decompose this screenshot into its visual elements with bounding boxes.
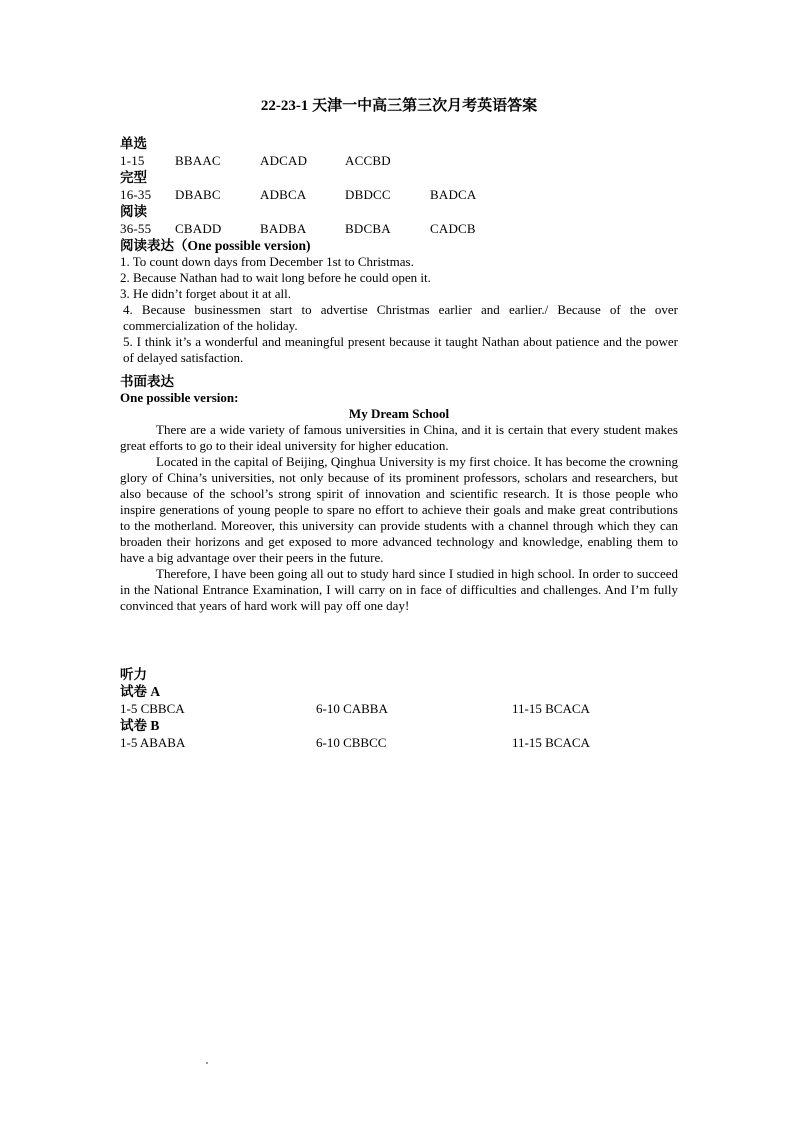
page-artifact-dot — [206, 1062, 208, 1064]
answer-group: DBDCC — [345, 187, 391, 202]
answer-group: BBAAC — [175, 153, 221, 168]
section-heading-multiple-choice: 单选 — [120, 136, 147, 151]
listening-answer-cell: 1-5 CBBCA — [120, 701, 185, 716]
answer-group: DBABC — [175, 187, 221, 202]
question-range: 1-15 — [120, 153, 145, 168]
listening-answer-cell: 1-5 ABABA — [120, 735, 186, 750]
listening-answer-cell: 11-15 BCACA — [512, 735, 590, 750]
listening-answer-cell: 6-10 CABBA — [316, 701, 388, 716]
section-heading-reading-expression: 阅读表达（One possible version) — [120, 238, 311, 253]
listening-section — [120, 666, 678, 751]
answer-row-reading — [120, 220, 678, 237]
listening-paper-b-heading: 试卷 B — [120, 718, 160, 733]
section-heading-writing: 书面表达 — [120, 374, 174, 389]
listening-answer-row-paper-a — [120, 700, 678, 717]
listening-answer-cell: 6-10 CBBCC — [316, 735, 387, 750]
writing-subheading: One possible version: — [120, 390, 239, 405]
reading-expression-answer-3: 3. He didn’t forget about it at all. — [120, 286, 292, 301]
question-range: 16-35 — [120, 187, 152, 202]
listening-answer-cell: 11-15 BCACA — [512, 701, 590, 716]
answer-group: ADBCA — [260, 187, 307, 202]
answer-group: CADCB — [430, 221, 476, 236]
answer-group: BADBA — [260, 221, 307, 236]
answer-group: BDCBA — [345, 221, 391, 236]
answer-row-multiple-choice — [120, 152, 678, 169]
document-content — [120, 97, 678, 751]
question-range: 36-55 — [120, 221, 152, 236]
document-title: 22-23-1 天津一中高三第三次月考英语答案 — [260, 98, 538, 114]
answer-group: ADCAD — [260, 153, 308, 168]
essay-paragraph-2: Located in the capital of Beijing, Qinghua University is my first choice. It has become the crowning glory of China’s universities, not only because of its prominent professors, scholars and researchers, but also because of the school’s strong spirit of innovation and scientific research. It is those people who inspire generations of young people to spare no effort to achieve their goals and make great contributions to the motherland. Moreover, this university can provide students with a channel through which they can broaden their horizons and get exposed to more advanced technology and knowledge, enabling them to have a big advantage over their peers in the future. — [120, 454, 678, 565]
reading-expression-answer-4: 4. Because businessmen start to advertise Christmas earlier and earlier./ Because of the over commercialization of the holiday. — [123, 302, 678, 333]
section-heading-listening: 听力 — [120, 667, 147, 682]
section-heading-reading: 阅读 — [120, 204, 147, 219]
listening-paper-a-heading: 试卷 A — [120, 684, 161, 699]
answer-group: ACCBD — [345, 153, 391, 168]
listening-answer-row-paper-b — [120, 734, 678, 751]
section-heading-cloze: 完型 — [120, 170, 147, 185]
reading-expression-answer-1: 1. To count down days from December 1st to Christmas. — [120, 254, 414, 269]
essay-title: My Dream School — [348, 406, 450, 421]
essay-paragraph-1: There are a wide variety of famous universities in China, and it is certain that every student makes great efforts to go to their ideal university for higher education. — [120, 422, 678, 453]
reading-expression-answer-2: 2. Because Nathan had to wait long before he could open it. — [120, 270, 431, 285]
answer-group: BADCA — [430, 187, 477, 202]
essay-paragraph-3: Therefore, I have been going all out to study hard since I studied in high school. In order to succeed in the National Entrance Examination, I will carry on in face of difficulties and challenges. And I’m fully convinced that years of hard work will pay off one day! — [120, 566, 678, 613]
answer-group: CBADD — [175, 221, 222, 236]
answer-row-cloze — [120, 186, 678, 203]
reading-expression-answer-5: 5. I think it’s a wonderful and meaningful present because it taught Nathan about patience and the power of delayed satisfaction. — [123, 334, 678, 365]
